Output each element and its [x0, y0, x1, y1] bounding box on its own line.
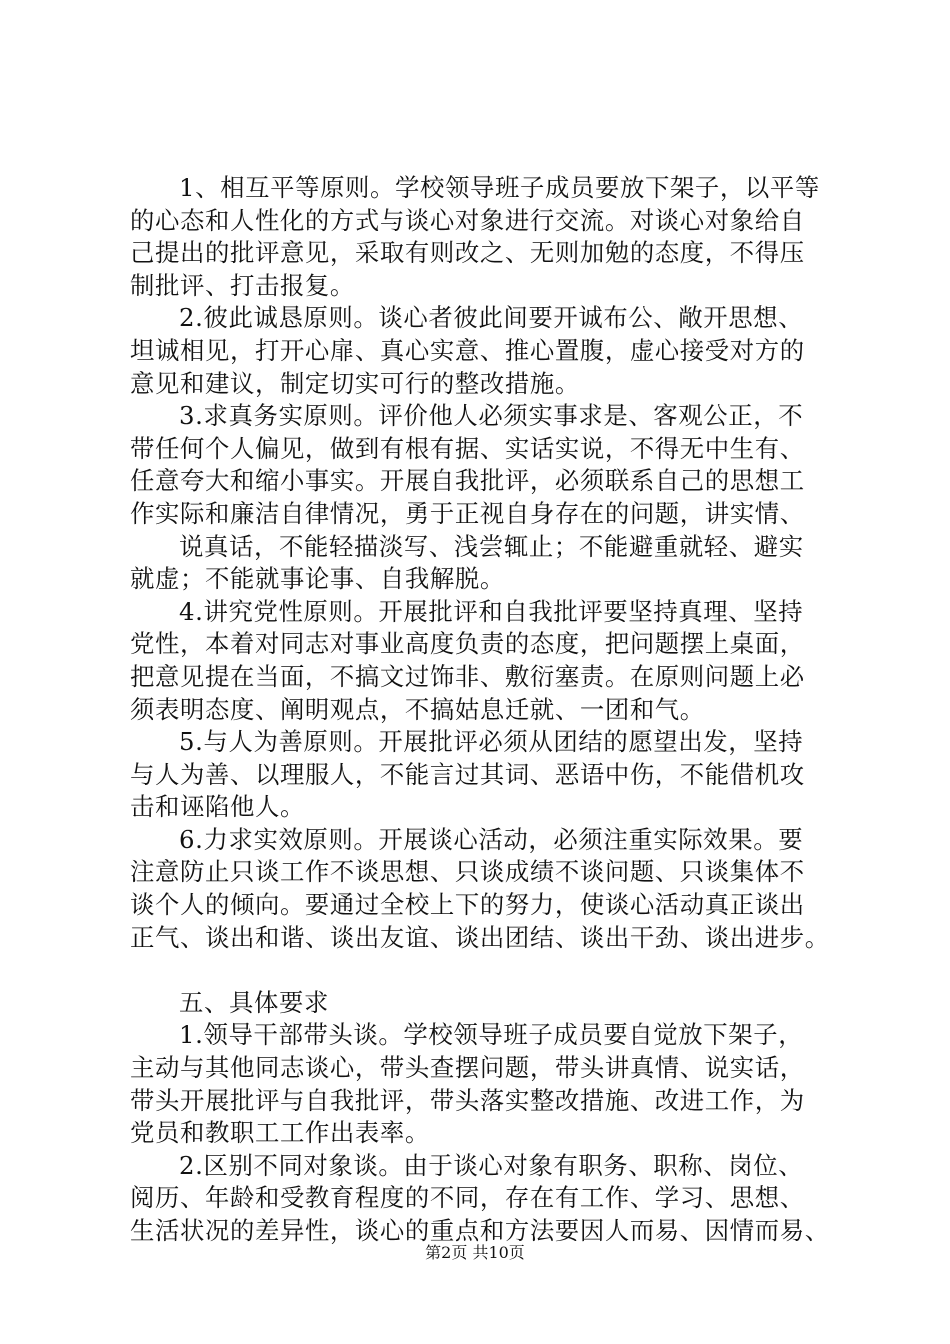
document-body: [130, 172, 850, 1248]
text-line: 意见和建议，制定切实可行的整改措施。: [130, 368, 580, 398]
text-line: 谈个人的倾向。要通过全校上下的努力，使谈心活动真正谈出: [130, 890, 805, 920]
text-line: 党性，本着对同志对事业高度负责的态度，把问题摆上桌面，: [130, 629, 805, 659]
text-line: 带任何个人偏见，做到有根有据、实话实说，不得无中生有、: [130, 433, 805, 463]
text-line: 1、相互平等原则。学校领导班子成员要放下架子，以平等: [179, 173, 820, 202]
text-line: 正气、谈出和谐、谈出友谊、谈出团结、谈出干劲、谈出进步。: [130, 922, 830, 952]
text-line: 6.力求实效原则。开展谈心活动，必须注重实际效果。要: [179, 824, 804, 854]
text-line: 2.区别不同对象谈。由于谈心对象有职务、职称、岗位、: [179, 1150, 804, 1180]
text-line: 把意见提在当面，不搞文过饰非、敷衍塞责。在原则问题上必: [130, 661, 805, 691]
text-line: 4.讲究党性原则。开展批评和自我批评要坚持真理、坚持: [179, 596, 804, 626]
text-line: 说真话，不能轻描淡写、浅尝辄止；不能避重就轻、避实: [179, 531, 804, 561]
text-line: 生活状况的差异性，谈心的重点和方法要因人而易、因情而易、: [130, 1216, 830, 1245]
text-line: 与人为善、以理服人，不能言过其词、恶语中伤，不能借机攻: [130, 759, 805, 789]
text-line: 注意防止只谈工作不谈思想、只谈成绩不谈问题、只谈集体不: [130, 857, 805, 887]
text-line: 党员和教职工工作出表率。: [130, 1118, 430, 1148]
text-line: 己提出的批评意见，采取有则改之、无则加勉的态度，不得压: [130, 238, 805, 268]
text-line: 5.与人为善原则。开展批评必须从团结的愿望出发，坚持: [179, 727, 804, 757]
text-line: 3.求真务实原则。评价他人必须实事求是、客观公正，不: [179, 401, 804, 431]
text-line: 的心态和人性化的方式与谈心对象进行交流。对谈心对象给自: [130, 205, 805, 235]
text-line: 作实际和廉洁自律情况，勇于正视自身存在的问题，讲实情、: [130, 498, 805, 528]
text-line: 主动与其他同志谈心，带头查摆问题，带头讲真情、说实话，: [130, 1053, 805, 1083]
text-line: 阅历、年龄和受教育程度的不同，存在有工作、学习、思想、: [130, 1183, 805, 1213]
text-line: 击和诬陷他人。: [130, 792, 305, 822]
text-line: 须表明态度、阐明观点，不搞姑息迁就、一团和气。: [130, 694, 705, 724]
page-footer: 第2页 共10页: [425, 1243, 525, 1262]
text-line: [130, 954, 850, 987]
text-line: 任意夸大和缩小事实。开展自我批评，必须联系自己的思想工: [130, 466, 805, 496]
text-line: 1.领导干部带头谈。学校领导班子成员要自觉放下架子，: [179, 1020, 804, 1050]
text-line: 就虚；不能就事论事、自我解脱。: [130, 564, 505, 594]
text-line: 制批评、打击报复。: [130, 270, 355, 300]
text-line: 五、具体要求: [179, 987, 329, 1017]
text-line: 带头开展批评与自我批评，带头落实整改措施、改进工作，为: [130, 1085, 805, 1115]
text-line: 坦诚相见，打开心扉、真心实意、推心置腹，虚心接受对方的: [130, 335, 805, 365]
text-line: 2.彼此诚恳原则。谈心者彼此间要开诚布公、敞开思想、: [179, 303, 804, 333]
